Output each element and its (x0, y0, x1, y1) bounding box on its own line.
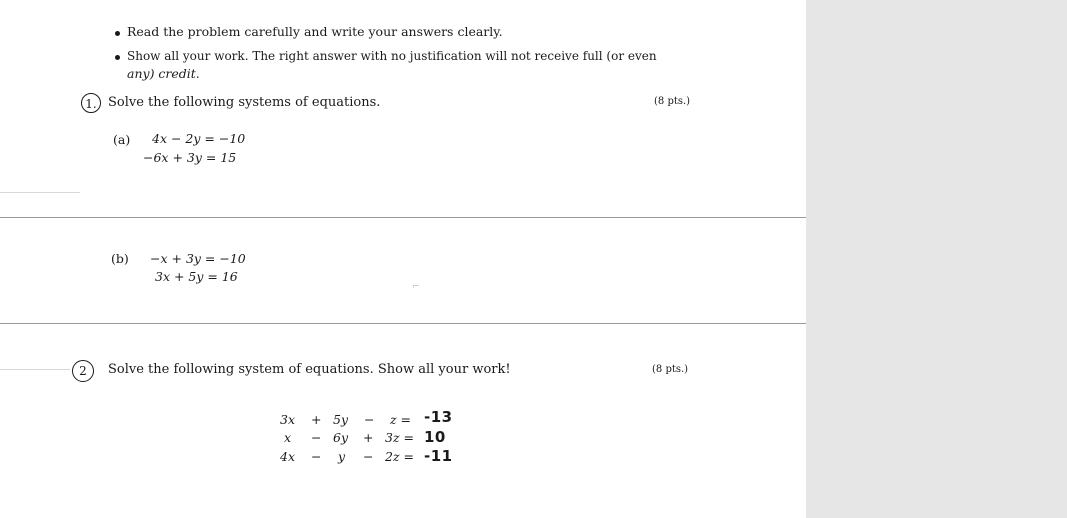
bullet (115, 31, 120, 36)
term: 2z = (385, 449, 414, 464)
part-b-label: (b) (111, 251, 129, 266)
stray-mark: ⌐ (412, 282, 420, 292)
operator: + (363, 430, 374, 445)
part-a-eq1: 4x − 2y = −10 (152, 131, 246, 146)
part-b-eq1: −x + 3y = −10 (150, 251, 246, 266)
term: 5y (333, 412, 349, 427)
part-a-label: (a) (113, 132, 131, 147)
scan-line (0, 192, 80, 193)
instruction-2: Show all your work. The right answer with no justification will not receive full (or even (127, 49, 657, 63)
bullet (115, 55, 120, 60)
term: z = (390, 412, 412, 427)
problem-2-prompt: Solve the following system of equations. Show all your work! (108, 362, 511, 377)
term: 3x (280, 412, 296, 427)
operator: − (311, 449, 322, 464)
operator: + (311, 412, 322, 427)
page-divider (0, 217, 806, 218)
handwritten-rhs: -13 (424, 408, 453, 426)
operator: − (364, 412, 375, 427)
term: 4x (280, 449, 296, 464)
problem-2-points: (8 pts.) (652, 364, 689, 375)
scan-line (0, 369, 70, 370)
part-b-eq2: 3x + 5y = 16 (155, 269, 238, 284)
side-margin (806, 0, 1067, 518)
term: 6y (333, 430, 349, 445)
page-divider (0, 323, 806, 324)
term: x (284, 430, 292, 445)
part-a-eq2: −6x + 3y = 15 (143, 150, 237, 165)
problem-1-number: 1. (81, 93, 101, 113)
term: y (338, 449, 346, 464)
term: 3z = (385, 430, 414, 445)
problem-1-points: (8 pts.) (654, 96, 691, 107)
problem-2-number: 2 (72, 360, 94, 382)
operator: − (311, 430, 322, 445)
instruction-1: Read the problem carefully and write your answers clearly. (127, 24, 503, 39)
handwritten-rhs: -11 (424, 447, 453, 465)
instruction-2-cont: any) credit. (127, 66, 200, 81)
operator: − (363, 449, 374, 464)
problem-1-prompt: Solve the following systems of equations. (108, 95, 381, 110)
handwritten-rhs: 10 (424, 428, 446, 446)
